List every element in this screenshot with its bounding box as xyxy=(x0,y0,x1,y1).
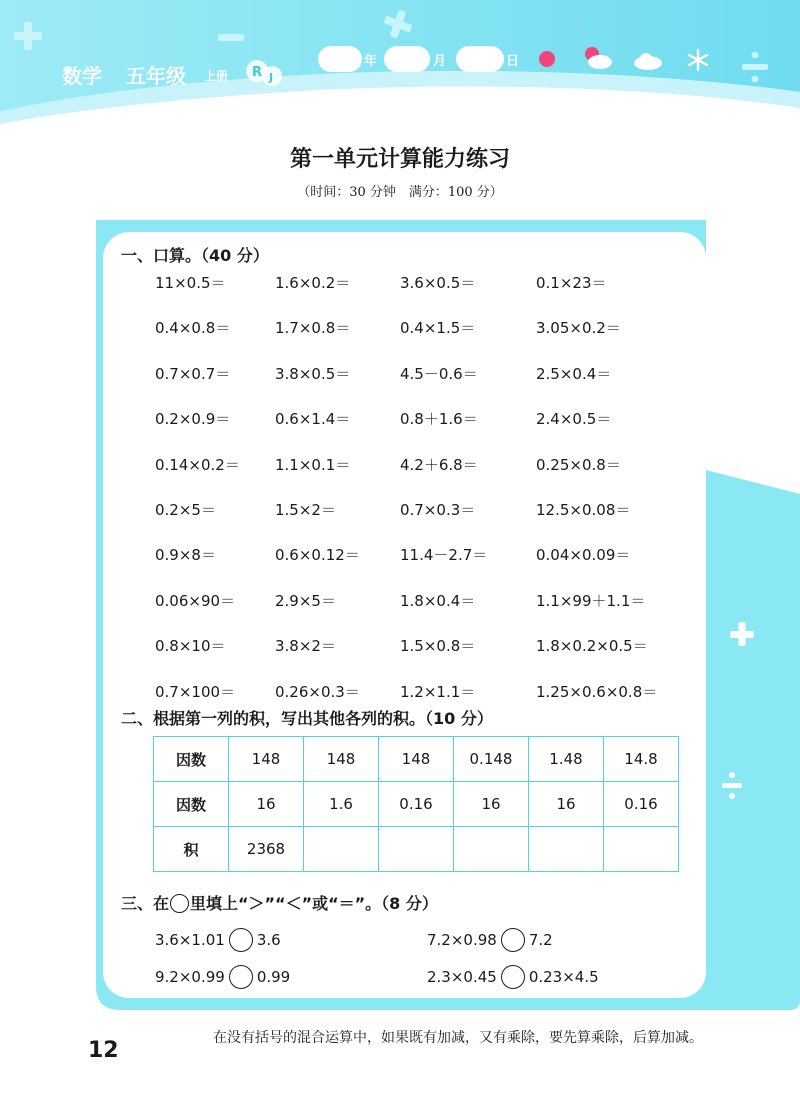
compare-left: 9.2×0.99 xyxy=(155,968,225,986)
compare-right: 7.2 xyxy=(528,931,553,949)
table-cell: 2368 xyxy=(229,827,304,872)
mental-math-problem: 0.1×23＝ xyxy=(536,274,607,292)
mental-math-problem: 0.26×0.3＝ xyxy=(275,682,360,701)
compare-item xyxy=(155,928,281,952)
mental-math-problem: 0.9×8＝ xyxy=(155,546,216,565)
mental-math-problem: 1.2×1.1＝ xyxy=(400,682,476,701)
mental-math-problem: 11.4－2.7＝ xyxy=(400,546,488,565)
compare-item xyxy=(427,928,553,952)
compare-answer-circle[interactable] xyxy=(229,965,253,989)
table-cell: 16 xyxy=(229,782,304,827)
mental-math-problem: 0.8×10＝ xyxy=(155,637,226,656)
table-cell: 14.8 xyxy=(604,737,679,782)
table-cell: 0.16 xyxy=(379,782,454,827)
mental-math-problem: 1.6×0.2＝ xyxy=(275,274,351,292)
product-table xyxy=(153,736,679,872)
answer-cell[interactable] xyxy=(379,827,454,872)
table-row xyxy=(154,737,679,782)
answer-cell[interactable] xyxy=(454,827,529,872)
section3-heading-post: 里填上“＞”“＜”或“＝”。（8 分） xyxy=(190,894,438,913)
edition-logo xyxy=(244,58,288,88)
exercise-card xyxy=(103,232,706,998)
mental-math-problem: 0.7×100＝ xyxy=(155,682,236,701)
month-input[interactable] xyxy=(384,46,430,72)
grade-label: 五年级 xyxy=(126,64,186,88)
table-cell: 1.6 xyxy=(304,782,379,827)
subject-label: 数学 xyxy=(62,64,102,88)
mental-math-problem: 1.8×0.2×0.5＝ xyxy=(536,637,648,656)
mental-math-problem: 1.5×0.8＝ xyxy=(400,637,476,656)
table-row xyxy=(154,827,679,872)
mental-math-problem: 1.25×0.6×0.8＝ xyxy=(536,682,658,701)
compare-right: 3.6 xyxy=(256,931,281,949)
row-header-cell: 因数 xyxy=(154,737,229,782)
svg-text:J: J xyxy=(269,71,274,84)
mental-math-problem: 1.1×99＋1.1＝ xyxy=(536,591,646,610)
table-cell: 148 xyxy=(379,737,454,782)
answer-cell[interactable] xyxy=(304,827,379,872)
mental-math-problem: 1.5×2＝ xyxy=(275,501,336,519)
compare-left: 2.3×0.45 xyxy=(427,968,497,986)
table-cell: 0.16 xyxy=(604,782,679,827)
mental-math-problem: 0.25×0.8＝ xyxy=(536,455,621,474)
mental-math-problem: 3.8×2＝ xyxy=(275,637,336,656)
section3-heading-pre: 三、在 xyxy=(121,894,170,913)
compare-answer-circle[interactable] xyxy=(229,928,253,952)
mental-math-problem: 4.2＋6.8＝ xyxy=(400,455,478,474)
mental-math-problem: 3.8×0.5＝ xyxy=(275,364,351,383)
day-input[interactable] xyxy=(456,46,504,72)
mental-math-problem: 11×0.5＝ xyxy=(155,274,226,292)
snowflake-icon[interactable] xyxy=(686,48,710,76)
day-label: 日 xyxy=(506,54,520,69)
mental-math-problem: 0.6×0.12＝ xyxy=(275,546,360,565)
mental-math-problem: 0.4×1.5＝ xyxy=(400,319,476,338)
mental-math-problem: 1.8×0.4＝ xyxy=(400,591,476,610)
mental-math-problem: 2.4×0.5＝ xyxy=(536,410,612,429)
mental-math-problem: 2.9×5＝ xyxy=(275,591,336,610)
answer-cell[interactable] xyxy=(529,827,604,872)
table-cell: 148 xyxy=(229,737,304,782)
section1-heading: 一、口算。（40 分） xyxy=(121,246,269,265)
section3-heading xyxy=(121,891,438,914)
decor-minus-icon xyxy=(218,34,244,41)
mental-math-problem: 1.1×0.1＝ xyxy=(275,455,351,474)
mental-math-problem: 0.4×0.8＝ xyxy=(155,319,231,338)
mental-math-problem: 0.14×0.2＝ xyxy=(155,455,240,474)
table-cell: 16 xyxy=(529,782,604,827)
page-subtitle: （时间：30 分钟 满分：100 分） xyxy=(297,185,503,200)
volume-label: 上册 xyxy=(204,69,229,83)
circle-icon xyxy=(170,894,189,913)
tip-text: 在没有括号的混合运算中，如果既有加减，又有乘除，要先算乘除，后算加减。 xyxy=(213,1030,703,1046)
compare-item xyxy=(155,965,290,989)
year-input[interactable] xyxy=(318,46,362,72)
sun-cloud-icon[interactable] xyxy=(580,44,614,76)
mental-math-problem: 4.5－0.6＝ xyxy=(400,364,478,383)
mental-math-problem: 12.5×0.08＝ xyxy=(536,501,631,519)
mental-math-problem: 1.7×0.8＝ xyxy=(275,319,351,338)
mental-math-problem: 3.6×0.5＝ xyxy=(400,274,476,292)
mental-math-problem: 0.2×5＝ xyxy=(155,501,216,519)
cloud-icon[interactable] xyxy=(632,50,664,76)
mental-math-problem: 0.8＋1.6＝ xyxy=(400,410,478,429)
table-cell: 148 xyxy=(304,737,379,782)
year-label: 年 xyxy=(364,54,378,69)
section2-heading: 二、根据第一列的积，写出其他各列的积。（10 分） xyxy=(121,709,493,728)
compare-left: 3.6×1.01 xyxy=(155,931,225,949)
compare-right: 0.23×4.5 xyxy=(528,968,599,986)
month-label: 月 xyxy=(433,54,447,69)
answer-cell[interactable] xyxy=(604,827,679,872)
compare-answer-circle[interactable] xyxy=(501,928,525,952)
compare-item xyxy=(427,965,599,989)
table-cell: 16 xyxy=(454,782,529,827)
table-row xyxy=(154,782,679,827)
table-cell: 1.48 xyxy=(529,737,604,782)
table-cell: 0.148 xyxy=(454,737,529,782)
mental-math-problem: 3.05×0.2＝ xyxy=(536,319,621,338)
compare-answer-circle[interactable] xyxy=(501,965,525,989)
mental-math-problem: 0.7×0.7＝ xyxy=(155,364,231,383)
mental-math-problem: 0.6×1.4＝ xyxy=(275,410,351,429)
mental-math-problem: 0.7×0.3＝ xyxy=(400,501,476,519)
mental-math-problem: 0.2×0.9＝ xyxy=(155,410,231,429)
compare-right: 0.99 xyxy=(256,968,291,986)
page-number: 12 xyxy=(88,1038,119,1063)
page-title: 第一单元计算能力练习 xyxy=(289,146,510,172)
svg-text:R: R xyxy=(252,65,263,80)
compare-left: 7.2×0.98 xyxy=(427,931,497,949)
row-header-cell: 因数 xyxy=(154,782,229,827)
sun-icon[interactable] xyxy=(536,48,558,74)
mental-math-problem: 2.5×0.4＝ xyxy=(536,364,612,383)
mental-math-problem: 0.04×0.09＝ xyxy=(536,546,631,565)
row-header-cell: 积 xyxy=(154,827,229,872)
mental-math-problem: 0.06×90＝ xyxy=(155,591,236,610)
